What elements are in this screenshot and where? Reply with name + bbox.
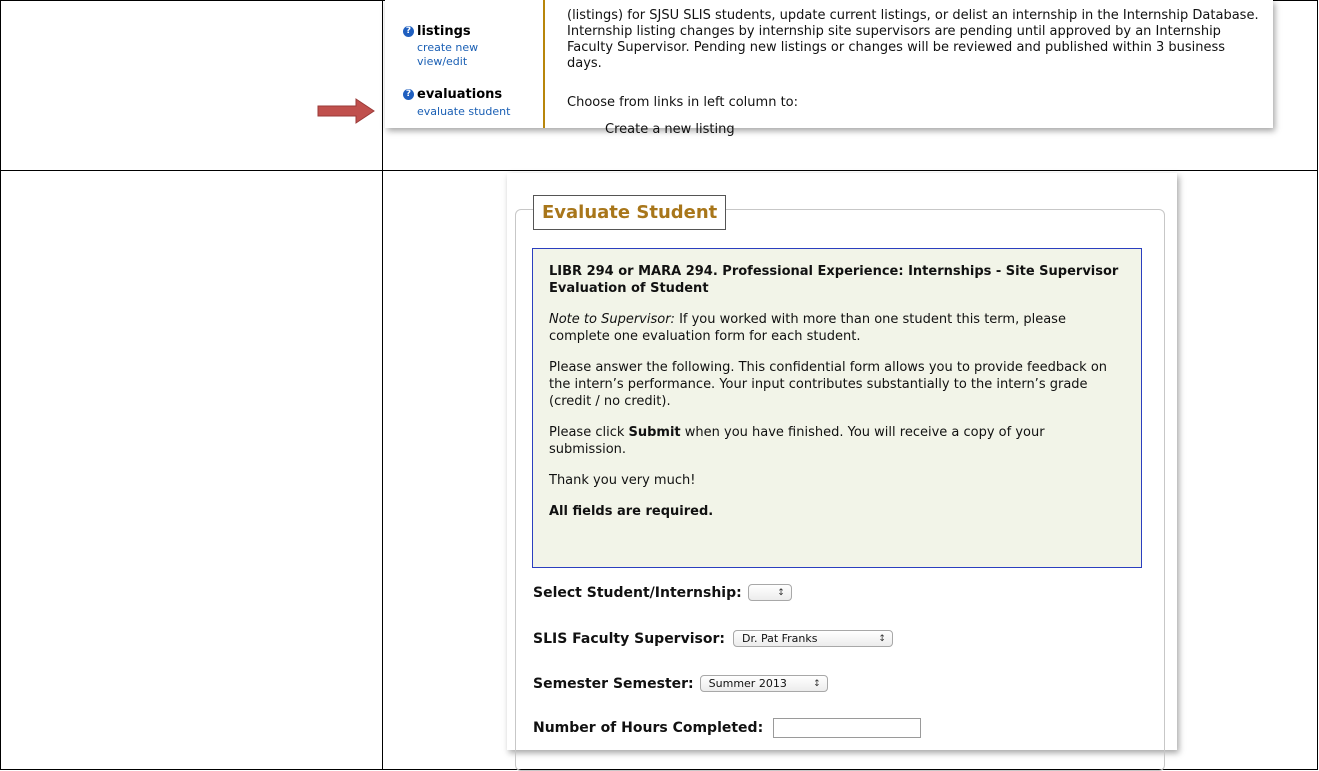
hours-row xyxy=(533,718,921,738)
hours-label: Number of Hours Completed: xyxy=(533,720,764,736)
student-label: Select Student/Internship: xyxy=(533,584,742,601)
hours-input[interactable] xyxy=(773,718,921,738)
view-edit-link[interactable]: view/edit xyxy=(417,55,468,68)
intro-text: (listings) for SJSU SLIS students, update current listings, or delist an internship in the Internship Database. Internship listing changes by internship site supervisors are pending until approved by an Internship Faculty Supervisor. Pending new listings or changes will be reviewed and published within 3 business days. xyxy=(567,8,1259,71)
listings-heading-label: listings xyxy=(417,24,471,39)
student-row xyxy=(533,584,792,601)
evaluations-heading-label: evaluations xyxy=(417,87,503,102)
help-icon[interactable]: ? xyxy=(403,89,414,100)
evaluate-student-screenshot xyxy=(507,173,1177,750)
submit-text-bold: Submit xyxy=(628,425,681,440)
student-select[interactable] xyxy=(748,584,792,601)
red-arrow-icon xyxy=(318,99,374,123)
note-text: If you worked with more than one student this term, please complete one evaluation form for each student. xyxy=(549,312,1066,344)
form-legend: Evaluate Student xyxy=(533,195,726,230)
required-text: All fields are required. xyxy=(549,504,714,519)
listings-heading xyxy=(403,24,471,39)
supervisor-select-value: Dr. Pat Franks xyxy=(741,632,818,645)
instructions-paragraph: Please answer the following. This confidential form allows you to provide feedback on the intern’s performance. Your input contributes substantially to the intern’s grade (credit / no credit). xyxy=(549,360,1108,409)
semester-label: Semester Semester: xyxy=(533,675,694,692)
note-paragraph xyxy=(549,311,1125,345)
note-label: Note to Supervisor: xyxy=(549,312,675,327)
select-arrows-icon: ↕ xyxy=(878,633,886,644)
supervisor-label: SLIS Faculty Supervisor: xyxy=(533,630,725,647)
create-new-link[interactable]: create new xyxy=(417,41,479,54)
sidebar-screenshot xyxy=(385,0,1273,137)
semester-select[interactable] xyxy=(700,675,828,692)
choose-text: Choose from links in left column to: xyxy=(567,95,798,110)
help-icon[interactable]: ? xyxy=(403,26,414,37)
select-arrows-icon: ↕ xyxy=(777,587,785,598)
left-cell-row2 xyxy=(1,171,383,770)
left-cell-row1 xyxy=(1,1,383,171)
supervisor-select[interactable] xyxy=(733,630,893,647)
supervisor-row xyxy=(533,630,893,647)
evaluations-heading xyxy=(403,87,502,102)
semester-row xyxy=(533,675,828,692)
instructions-box xyxy=(532,248,1142,568)
submit-text-before: Please click xyxy=(549,425,629,440)
cut-off-list-item: Create a new listing xyxy=(605,122,735,137)
sidebar-nav xyxy=(385,0,545,128)
evaluate-student-link[interactable]: evaluate student xyxy=(417,105,511,118)
thanks-text: Thank you very much! xyxy=(549,473,696,488)
form-title: LIBR 294 or MARA 294. Professional Experience: Internships - Site Supervisor Evaluation of Student xyxy=(549,264,1119,296)
select-arrows-icon: ↕ xyxy=(813,678,821,689)
submit-text-after: when you have finished. You will receive a copy of your submission. xyxy=(549,425,1045,457)
semester-select-value: Summer 2013 xyxy=(708,677,787,690)
submit-paragraph xyxy=(549,424,1125,458)
